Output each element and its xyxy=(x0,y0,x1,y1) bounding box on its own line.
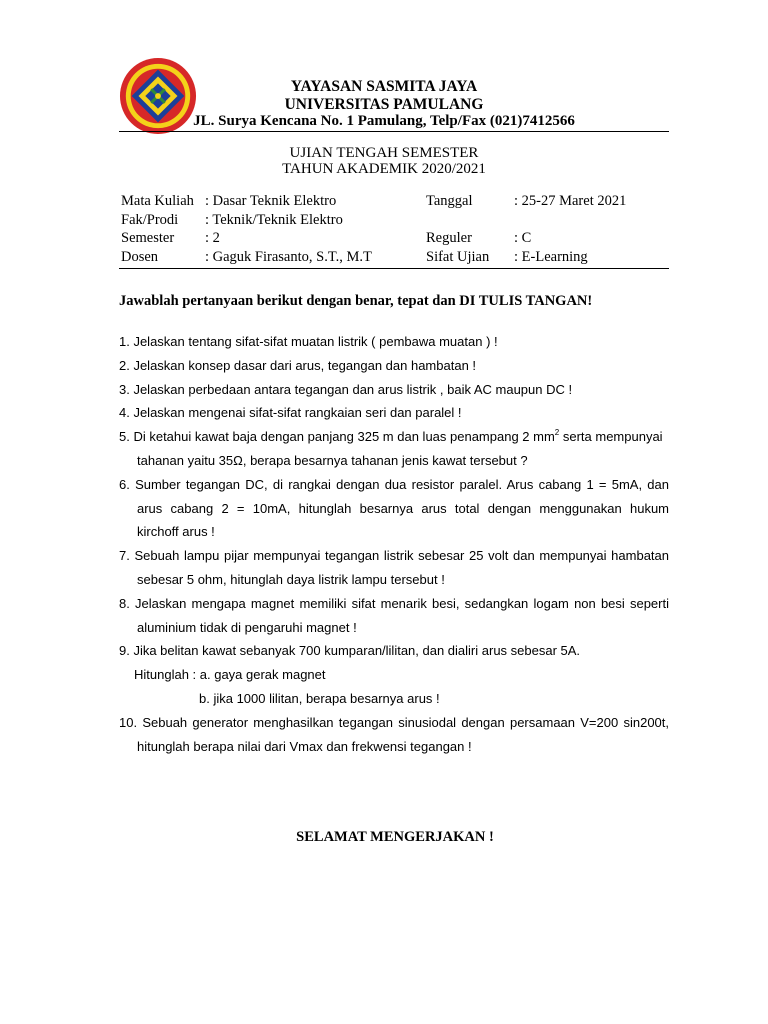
info-value: : E-Learning xyxy=(514,248,588,265)
info-label: Fak/Prodi xyxy=(121,211,179,228)
question-8: 8. Jelaskan mengapa magnet memiliki sifat menarik besi, sedangkan logam non besi seperti xyxy=(119,595,669,611)
info-value: : 2 xyxy=(205,230,220,246)
question-1: 1. Jelaskan tentang sifat-sifat muatan listrik ( pembawa muatan ) ! xyxy=(119,334,498,349)
info-divider xyxy=(119,268,669,269)
question-4: 4. Jelaskan mengenai sifat-sifat rangkaian seri dan paralel ! xyxy=(119,405,462,421)
closing-text: SELAMAT MENGERJAKAN ! xyxy=(296,829,494,845)
question-6-continuation: arus cabang 2 = 10mA, hitunglah besarnya arus total dengan menggunakan hukum xyxy=(137,500,669,516)
info-label: Tanggal xyxy=(426,193,473,209)
question-5-continuation: tahanan yaitu 35Ω, berapa besarnya tahanan jenis kawat tersebut ? xyxy=(137,452,528,468)
info-label: Semester xyxy=(121,230,175,246)
question-list xyxy=(119,330,669,758)
university-address: JL. Surya Kencana No. 1 Pamulang, Telp/Fax (021)7412566 xyxy=(193,113,575,129)
info-value: : C xyxy=(514,230,532,246)
info-label: Reguler xyxy=(426,230,472,246)
exam-title: UJIAN TENGAH SEMESTER xyxy=(289,145,479,161)
question-7: 7. Sebuah lampu pijar mempunyai tegangan listrik sebesar 25 volt dan mempunyai hambatan xyxy=(119,548,669,564)
info-value: : Teknik/Teknik Elektro xyxy=(205,211,343,228)
question-10-continuation: hitunglah berapa nilai dari Vmax dan frekwensi tegangan ! xyxy=(137,738,472,754)
info-value: : Dasar Teknik Elektro xyxy=(205,193,337,209)
info-row xyxy=(121,230,669,249)
info-row xyxy=(121,193,669,212)
question-9-part-a: Hitunglah : a. gaya gerak magnet xyxy=(134,667,326,683)
info-value: : Gaguk Firasanto, S.T., M.T xyxy=(205,248,372,265)
question-9: 9. Jika belitan kawat sebanyak 700 kumparan/lilitan, dan dialiri arus sebesar 5A. xyxy=(119,643,581,659)
info-value: : 25-27 Maret 2021 xyxy=(514,193,627,209)
question-6: 6. Sumber tegangan DC, di rangkai dengan dua resistor paralel. Arus cabang 1 = 5mA, dan xyxy=(119,476,669,492)
question-7-continuation: sebesar 5 ohm, hitunglah daya listrik lampu tersebut ! xyxy=(137,571,445,587)
question-9-part-b: b. jika 1000 lilitan, berapa besarnya arus ! xyxy=(199,690,440,706)
foundation-name: YAYASAN SASMITA JAYA xyxy=(290,78,478,95)
header-divider xyxy=(119,131,669,132)
question-5 xyxy=(119,425,669,449)
academic-year: TAHUN AKADEMIK 2020/2021 xyxy=(282,161,486,177)
exam-info-table xyxy=(121,193,669,267)
info-label: Sifat Ujian xyxy=(426,248,490,265)
question-2: 2. Jelaskan konsep dasar dari arus, tegangan dan hambatan ! xyxy=(119,357,477,373)
info-label: Mata Kuliah xyxy=(121,193,194,209)
question-10: 10. Sebuah generator menghasilkan tegangan sinusiodal dengan persamaan V=200 sin200t, xyxy=(119,714,669,730)
info-label: Dosen xyxy=(121,248,159,265)
info-row xyxy=(121,212,669,231)
question-5-text: 5. Di ketahui kawat baja dengan panjang 325 m dan luas penampang 2 mm xyxy=(119,429,555,445)
university-name: UNIVERSITAS PAMULANG xyxy=(284,96,484,113)
question-6-continuation: kirchoff arus ! xyxy=(137,524,215,540)
question-8-continuation: aluminium tidak di pengaruhi magnet ! xyxy=(137,619,357,635)
info-row xyxy=(121,249,669,268)
question-5-text-cont: serta mempunyai xyxy=(559,429,663,445)
instruction-text: Jawablah pertanyaan berikut dengan benar, tepat dan DI TULIS TANGAN! xyxy=(119,293,593,309)
question-3: 3. Jelaskan perbedaan antara tegangan dan arus listrik , baik AC maupun DC ! xyxy=(119,381,573,397)
question-5-superscript: 2 xyxy=(554,428,560,438)
